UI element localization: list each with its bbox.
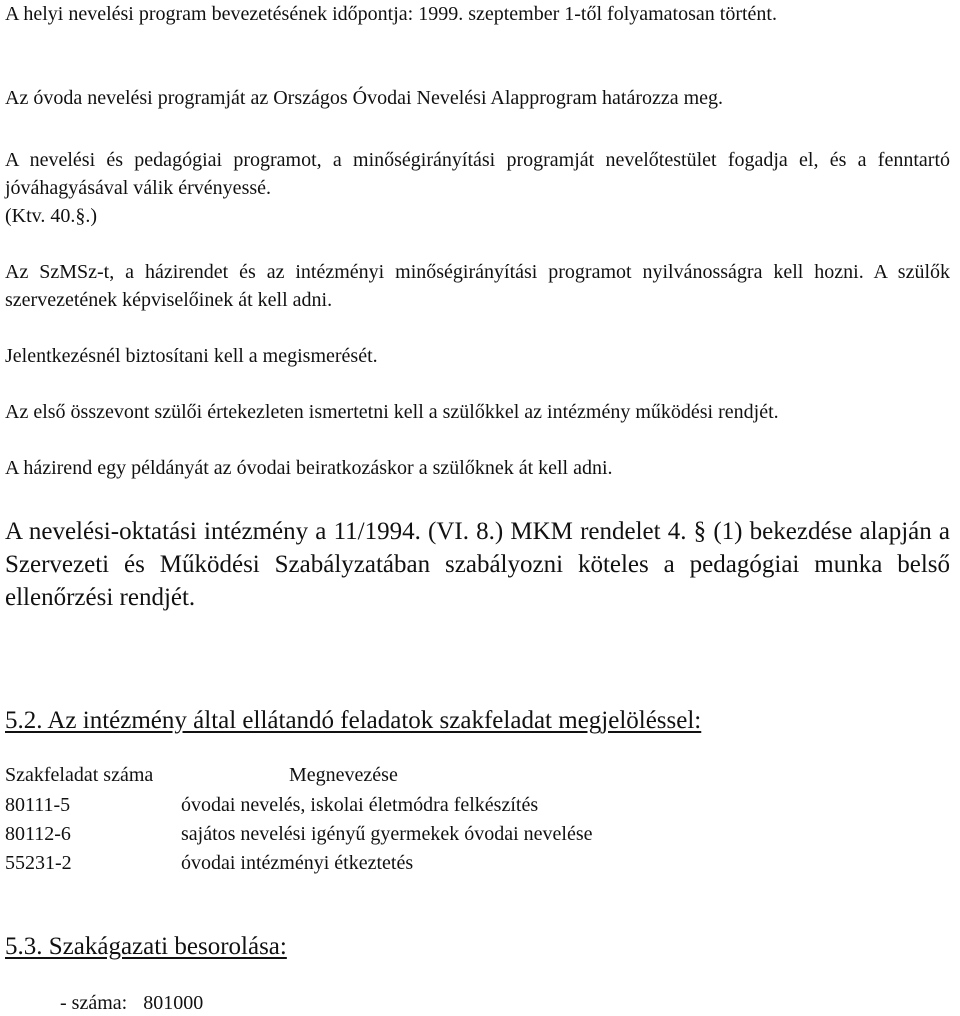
paragraph-ktv-reference: (Ktv. 40.§.) — [5, 205, 98, 227]
paragraph-parent-meeting: Az első összevont szülői értekezleten ismertetni kell a szülőkkel az intézmény működési rendjét. — [5, 401, 779, 423]
paragraph-house-rules: A házirend egy példányát az óvodai beiratkozáskor a szülőknek át kell adni. — [5, 457, 613, 479]
paragraph-publicity: Az SzMSz-t, a házirendet és az intézményi minőségirányítási programot nyilvánosságra kell hozni. A szülők szervezetének képviselőinek át kell adni. — [5, 261, 950, 311]
classification-number — [60, 990, 203, 1016]
classification-label: - száma: — [60, 992, 128, 1014]
paragraph-approval: A nevelési és pedagógiai programot, a minőségirányítási programját nevelőtestület fogadja el, és a fenntartó jóváhagyásával válik érvényessé. — [5, 149, 950, 199]
paragraph-program-start: A helyi nevelési program bevezetésének időpontja: 1999. szeptember 1-től folyamatosan történt. — [5, 3, 777, 25]
row-code: 80111-5 — [5, 794, 71, 816]
section-heading-5-2: 5.2. Az intézmény által ellátandó feladatok szakfeladat megjelöléssel: — [5, 707, 702, 734]
paragraph-national-program: Az óvoda nevelési programját az Országos Óvodai Nevelési Alapprogram határozza meg. — [5, 87, 724, 109]
row-name: óvodai nevelés, iskolai életmódra felkészítés — [181, 794, 539, 816]
section-heading-5-3: 5.3. Szakágazati besorolása: — [5, 933, 287, 960]
column-header-code: Szakfeladat száma — [5, 764, 154, 786]
row-code: 80112-6 — [5, 823, 71, 845]
classification-value: 801000 — [143, 992, 204, 1014]
column-header-name: Megnevezése — [289, 764, 398, 786]
row-name: óvodai intézményi étkeztetés — [181, 852, 414, 874]
row-name: sajátos nevelési igényű gyermekek óvodai nevelése — [181, 823, 593, 845]
paragraph-internal-control: A nevelési-oktatási intézmény a 11/1994. (VI. 8.) MKM rendelet 4. § (1) bekezdése alapján a Szervezeti és Működési Szabályzatában szabályozni köteles a pedagógiai munka belső ellenőrzési rendjét. — [5, 518, 950, 611]
paragraph-registration: Jelentkezésnél biztosítani kell a megismerését. — [5, 345, 378, 367]
row-code: 55231-2 — [5, 852, 72, 874]
